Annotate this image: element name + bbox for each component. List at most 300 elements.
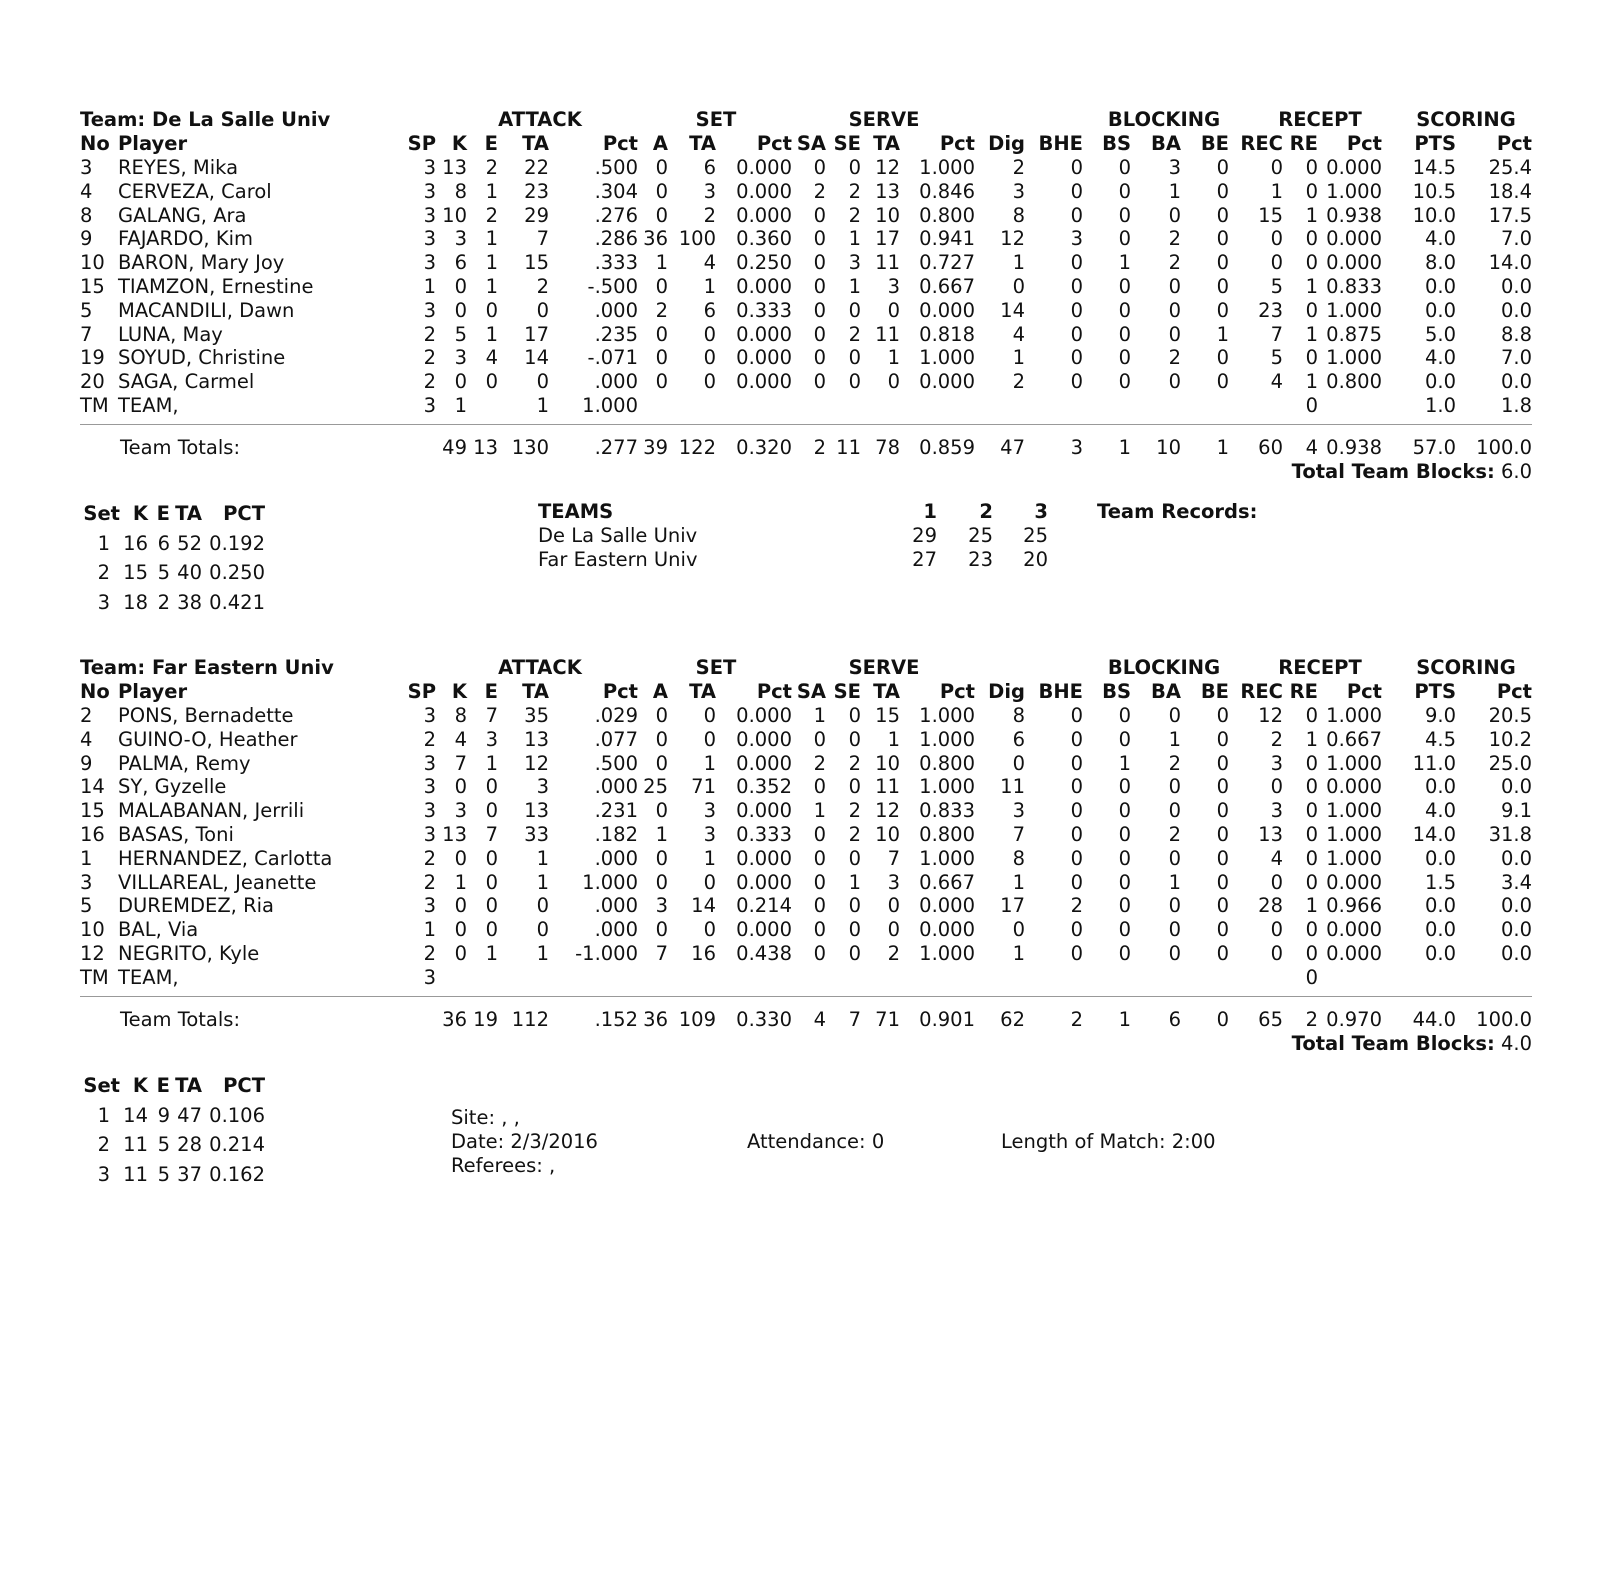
stat-cell: 1 (703, 846, 716, 870)
stat-cell: 14 (524, 346, 549, 370)
stat-cell: 14 (691, 894, 716, 918)
stat-cell: 1 (1305, 370, 1318, 394)
stat-cell: 0 (655, 346, 668, 370)
stat-cell: 0 (1270, 156, 1283, 179)
player-number: 19 (80, 346, 105, 370)
stat-cell: 1 (536, 394, 549, 417)
player-number: 3 (80, 870, 93, 894)
stat-cell: 0.000 (1326, 227, 1382, 251)
stat-cell: 0 (1216, 799, 1229, 823)
stat-cell: 0 (485, 918, 498, 942)
stat-cell: 2 (703, 203, 716, 227)
stat-cell: 9.0 (1424, 704, 1456, 727)
player-name: FAJARDO, Kim (118, 227, 254, 251)
stat-cell: 4 (1270, 846, 1283, 870)
stat-cell: 1 (1012, 346, 1025, 370)
stat-cell: 3 (703, 823, 716, 846)
stat-cell: 0 (1216, 751, 1229, 775)
stat-cell: 3 (536, 775, 549, 799)
column-header: TA (873, 680, 900, 703)
stat-cell: 1 (703, 275, 716, 298)
column-header: K (451, 680, 467, 703)
stat-cell: 0 (1305, 179, 1318, 203)
stat-cell: 25 (643, 775, 668, 799)
stat-cell: 0 (1070, 251, 1083, 275)
stat-cell: 2 (848, 823, 861, 846)
stat-cell: 0 (813, 846, 826, 870)
stat-cell: 1 (485, 751, 498, 775)
stat-cell: 0.333 (736, 298, 792, 322)
stat-cell: 1.5 (1424, 870, 1456, 894)
column-group-header: RECEPT (1278, 108, 1362, 131)
stat-cell: 0.0 (1500, 370, 1532, 394)
stat-cell: 14.5 (1412, 156, 1456, 179)
stat-cell: 0 (887, 298, 900, 322)
stat-cell: 0 (485, 846, 498, 870)
stat-cell: 15 (1258, 203, 1283, 227)
stat-cell: .000 (594, 846, 638, 870)
score-table-header: 2 (979, 500, 993, 523)
stat-cell: 0.875 (1326, 322, 1382, 346)
stat-cell: 3 (485, 727, 498, 751)
stat-cell: 0.938 (1326, 203, 1382, 227)
player-number: 4 (80, 179, 93, 203)
stat-cell: 2 (536, 275, 549, 298)
stat-cell: 0 (1118, 846, 1131, 870)
stat-cell: 3 (423, 823, 436, 846)
set-stat-cell: 0.192 (209, 531, 265, 555)
stat-cell: 0 (848, 704, 861, 727)
stat-cell: 0.000 (736, 846, 792, 870)
stat-cell: 0.0 (1500, 918, 1532, 942)
stat-cell: 0.667 (1326, 727, 1382, 751)
stat-cell: 1 (536, 846, 549, 870)
player-name: PALMA, Remy (118, 751, 251, 775)
stat-cell: 3 (423, 251, 436, 275)
column-header: Dig (988, 680, 1025, 703)
player-name: TEAM, (118, 394, 179, 417)
stat-cell: 1 (1305, 727, 1318, 751)
stat-cell: 0.000 (919, 918, 975, 942)
column-header: Pct (756, 680, 792, 703)
player-name: HERNANDEZ, Carlotta (118, 846, 333, 870)
stat-cell: 0 (1270, 227, 1283, 251)
stat-cell: 0 (1118, 370, 1131, 394)
stat-cell: 0 (655, 370, 668, 394)
stat-cell: 1 (1305, 275, 1318, 298)
stat-cell: 0 (454, 775, 467, 799)
set-stat-cell: 5 (157, 1162, 170, 1186)
stat-cell: 0.941 (919, 227, 975, 251)
stat-cell: .000 (594, 918, 638, 942)
stat-cell: 100 (678, 227, 716, 251)
stat-cell: 0 (703, 918, 716, 942)
team-totals-label: Team Totals: (120, 1007, 241, 1031)
set-score: 25 (968, 524, 993, 547)
set-stat-cell: 1 (97, 531, 110, 555)
date-text: Date: 2/3/2016 (451, 1130, 598, 1153)
stat-cell: 1 (1305, 322, 1318, 346)
stat-cell: 0 (485, 894, 498, 918)
team-total-cell: 19 (473, 1007, 498, 1031)
stat-cell: 1 (536, 942, 549, 965)
stat-cell: 0 (1305, 251, 1318, 275)
stat-cell: 1 (1118, 251, 1131, 275)
set-stat-cell: 18 (123, 590, 148, 614)
stat-cell: 3 (1070, 227, 1083, 251)
stat-cell: 1 (485, 251, 498, 275)
stat-cell: 0 (1118, 823, 1131, 846)
column-header: Pct (602, 680, 638, 703)
stat-cell: 1 (1168, 179, 1181, 203)
stat-cell: 0 (813, 275, 826, 298)
stat-cell: 0 (1305, 227, 1318, 251)
stat-cell: 10 (875, 203, 900, 227)
column-group-header: SET (695, 108, 737, 131)
column-header: BHE (1038, 132, 1083, 155)
stat-cell: 0 (1216, 823, 1229, 846)
set-score: 29 (912, 524, 937, 547)
stat-cell: 3 (423, 298, 436, 322)
team-total-cell: 1 (1118, 435, 1131, 459)
stat-cell: 0 (1305, 942, 1318, 965)
stat-cell: 1.000 (582, 870, 638, 894)
player-name: CERVEZA, Carol (118, 179, 272, 203)
stat-cell: 0 (1305, 870, 1318, 894)
stat-cell: .000 (594, 370, 638, 394)
column-header: REC (1240, 132, 1283, 155)
stat-cell: .304 (594, 179, 638, 203)
stat-cell: 3 (423, 894, 436, 918)
stat-cell: 2 (813, 751, 826, 775)
team-total-cell: 44.0 (1412, 1007, 1456, 1031)
column-header: Pct (1346, 680, 1382, 703)
stat-cell: 8 (1012, 846, 1025, 870)
column-header: BE (1200, 680, 1229, 703)
stat-cell: 1 (1012, 942, 1025, 965)
stat-cell: 2 (423, 346, 436, 370)
stat-cell: 0 (1168, 704, 1181, 727)
set-stat-cell: 0.106 (209, 1103, 265, 1127)
stat-cell: 11.0 (1412, 751, 1456, 775)
stat-cell: 0 (887, 370, 900, 394)
player-number: 8 (80, 203, 93, 227)
stat-cell: 13 (524, 799, 549, 823)
stat-cell: 12 (1258, 704, 1283, 727)
stat-cell: 0 (1216, 918, 1229, 942)
stat-cell: 0 (454, 894, 467, 918)
column-header: PTS (1414, 132, 1456, 155)
total-team-blocks-label: Total Team Blocks: (1291, 1031, 1495, 1055)
stat-cell: 0 (1216, 227, 1229, 251)
player-number: 16 (80, 823, 105, 846)
stat-cell: 16 (691, 942, 716, 965)
stat-cell: 8 (1012, 704, 1025, 727)
set-score: 27 (912, 548, 937, 571)
stat-cell: 0.000 (919, 298, 975, 322)
team-total-cell: 62 (1000, 1007, 1025, 1031)
team-total-cell: 112 (511, 1007, 549, 1031)
score-table-header: 3 (1034, 500, 1048, 523)
stat-cell: .231 (594, 799, 638, 823)
total-team-blocks (1100, 1032, 1532, 1055)
stat-cell: 3.4 (1500, 870, 1532, 894)
stat-cell: 25.0 (1488, 751, 1532, 775)
stat-cell: 0 (1070, 918, 1083, 942)
stat-cell: 0.000 (736, 918, 792, 942)
stat-cell: 0 (1118, 179, 1131, 203)
stat-cell: 0.833 (1326, 275, 1382, 298)
stat-cell: 0 (1070, 370, 1083, 394)
player-name: GUINO-O, Heather (118, 727, 298, 751)
stat-cell: 0.000 (736, 727, 792, 751)
player-name: TIAMZON, Ernestine (118, 275, 314, 298)
stat-cell: 0 (1305, 775, 1318, 799)
stat-cell: 2 (848, 179, 861, 203)
team-total-cell: 130 (511, 435, 549, 459)
stat-cell: 0.000 (736, 870, 792, 894)
stat-cell: 0.0 (1424, 775, 1456, 799)
stat-cell: 0 (1216, 251, 1229, 275)
team-total-cell: 3 (1070, 435, 1083, 459)
stat-cell: 11 (875, 775, 900, 799)
stat-cell: 0 (1305, 965, 1318, 989)
stat-cell: 10.5 (1412, 179, 1456, 203)
stat-cell: 0.0 (1500, 775, 1532, 799)
team-total-cell: 0.330 (736, 1007, 792, 1031)
column-header: BHE (1038, 680, 1083, 703)
set-stat-cell: 2 (97, 1133, 110, 1157)
column-group-header: BLOCKING (1107, 656, 1221, 679)
stat-cell: 1 (454, 870, 467, 894)
stat-cell: 1 (485, 179, 498, 203)
stat-cell: 8 (1012, 203, 1025, 227)
stat-cell: 0.000 (736, 370, 792, 394)
stat-cell: 0 (1070, 942, 1083, 965)
stat-cell: 0.000 (1326, 918, 1382, 942)
stat-cell: 1 (1118, 751, 1131, 775)
stat-cell: 5 (1270, 275, 1283, 298)
stat-cell: 0 (1168, 298, 1181, 322)
stat-cell: 1 (1012, 251, 1025, 275)
stat-cell: 3 (1012, 179, 1025, 203)
stat-cell: 3 (423, 179, 436, 203)
stat-cell: 17 (524, 322, 549, 346)
stat-cell: 0 (1168, 775, 1181, 799)
stat-cell: 0.360 (736, 227, 792, 251)
stat-cell: 0 (813, 727, 826, 751)
set-score: 20 (1023, 548, 1048, 571)
stat-cell: 0.000 (736, 322, 792, 346)
stat-cell: 2 (813, 179, 826, 203)
stat-cell: 0.0 (1500, 298, 1532, 322)
stat-cell: 1.000 (919, 156, 975, 179)
stat-cell: 18.4 (1488, 179, 1532, 203)
column-header: Pct (756, 132, 792, 155)
stat-cell: 1 (485, 227, 498, 251)
stat-cell: 0.000 (736, 346, 792, 370)
stat-cell: 13 (442, 156, 467, 179)
team-total-cell: .152 (594, 1007, 638, 1031)
column-group-header: SERVE (848, 108, 920, 131)
column-header: E (484, 680, 498, 703)
stat-cell: .286 (594, 227, 638, 251)
stat-cell: 0 (1216, 370, 1229, 394)
column-group-header: SERVE (848, 656, 920, 679)
stat-cell: 0 (1070, 704, 1083, 727)
stat-cell: 14.0 (1488, 251, 1532, 275)
stat-cell: 1.000 (919, 942, 975, 965)
stat-cell: 33 (524, 823, 549, 846)
column-group-header: RECEPT (1278, 656, 1362, 679)
stat-cell: 3 (423, 704, 436, 727)
stat-cell: 13 (1258, 823, 1283, 846)
stat-cell: 0 (1305, 846, 1318, 870)
team-total-cell: 100.0 (1476, 435, 1532, 459)
stat-cell: 8 (454, 704, 467, 727)
stat-cell: 28 (1258, 894, 1283, 918)
stat-cell: 2 (1168, 251, 1181, 275)
stat-cell: 7 (1270, 322, 1283, 346)
stat-cell: 1 (1216, 322, 1229, 346)
set-stat-cell: 38 (177, 590, 202, 614)
stat-cell: 0 (536, 298, 549, 322)
stat-cell: 0 (485, 870, 498, 894)
player-number: 2 (80, 704, 93, 727)
score-team-name: Far Eastern Univ (538, 548, 698, 571)
stat-cell: 3 (454, 346, 467, 370)
stat-cell: 0 (655, 799, 668, 823)
stat-cell: 0.250 (736, 251, 792, 275)
stat-cell: 0 (454, 846, 467, 870)
stat-cell: 0 (1070, 846, 1083, 870)
stat-cell: 0 (1216, 894, 1229, 918)
stat-cell: 0 (655, 727, 668, 751)
stat-cell: 0 (536, 370, 549, 394)
stat-cell: 35 (524, 704, 549, 727)
stat-cell: 2 (848, 322, 861, 346)
stat-cell: 0.0 (1500, 846, 1532, 870)
stat-cell: 0.000 (1326, 251, 1382, 275)
stat-cell: 0 (655, 918, 668, 942)
column-header: Player (118, 132, 188, 155)
stat-cell: 3 (655, 894, 668, 918)
stat-cell: 10 (875, 823, 900, 846)
stat-cell: 2 (1070, 894, 1083, 918)
stat-cell: 0 (848, 298, 861, 322)
stat-cell: 0 (1118, 942, 1131, 965)
stat-cell: 0.800 (919, 823, 975, 846)
stat-cell: 23 (1258, 298, 1283, 322)
stat-cell: 8 (454, 179, 467, 203)
team-total-cell: 122 (678, 435, 716, 459)
set-stat-cell: 2 (157, 590, 170, 614)
stat-cell: 0 (813, 203, 826, 227)
column-header: BA (1151, 680, 1181, 703)
column-header: TA (689, 680, 716, 703)
stat-cell: 0 (848, 346, 861, 370)
stat-cell: 3 (423, 394, 436, 417)
stat-cell: 1.000 (919, 704, 975, 727)
stat-cell: .000 (594, 298, 638, 322)
column-header: SE (833, 132, 861, 155)
set-score: 23 (968, 548, 993, 571)
stat-cell: 12 (524, 751, 549, 775)
stat-cell: 2 (423, 370, 436, 394)
stat-cell: 7.0 (1500, 227, 1532, 251)
stat-cell: 8.0 (1424, 251, 1456, 275)
stat-cell: 1 (1012, 870, 1025, 894)
stat-cell: 11 (875, 322, 900, 346)
stat-cell: 0 (485, 370, 498, 394)
stat-cell: 0 (1118, 894, 1131, 918)
stat-cell: 0 (655, 870, 668, 894)
stat-cell: 1 (423, 918, 436, 942)
stat-cell: 0.0 (1500, 894, 1532, 918)
stat-cell: 0 (655, 275, 668, 298)
stat-cell: 0.966 (1326, 894, 1382, 918)
column-header: Pct (939, 680, 975, 703)
stat-cell: 1 (485, 322, 498, 346)
set-stat-cell: 6 (157, 531, 170, 555)
stat-cell: 0 (887, 894, 900, 918)
stat-cell: 0 (1118, 275, 1131, 298)
player-number: 4 (80, 727, 93, 751)
player-name: MALABANAN, Jerrili (118, 799, 305, 823)
stat-cell: 0 (1070, 156, 1083, 179)
stat-cell: 0.000 (1326, 942, 1382, 965)
total-team-blocks-label: Total Team Blocks: (1291, 459, 1495, 483)
stat-cell: 0 (1305, 799, 1318, 823)
column-header: PTS (1414, 680, 1456, 703)
stat-cell: 0 (1070, 775, 1083, 799)
stat-cell: .500 (594, 751, 638, 775)
set-stat-cell: 0.421 (209, 590, 265, 614)
stat-cell: 0 (1216, 346, 1229, 370)
player-name: SOYUD, Christine (118, 346, 286, 370)
stat-cell: 0 (887, 918, 900, 942)
stat-cell: 12 (875, 156, 900, 179)
stat-cell: 2 (1168, 346, 1181, 370)
stat-cell: 0 (1270, 251, 1283, 275)
stat-cell: 0 (1118, 322, 1131, 346)
stat-cell: 1.000 (1326, 298, 1382, 322)
stat-cell: 2 (887, 942, 900, 965)
stat-cell: 1 (1168, 727, 1181, 751)
stat-cell: -1.000 (575, 942, 638, 965)
team-total-cell: 71 (875, 1007, 900, 1031)
set-stat-cell: 1 (97, 1103, 110, 1127)
sets-column-header: E (156, 1073, 170, 1097)
stat-cell: 0 (485, 775, 498, 799)
stat-cell: 1.000 (919, 727, 975, 751)
column-header: TA (522, 132, 549, 155)
set-stat-cell: 47 (177, 1103, 202, 1127)
column-group-header: SCORING (1416, 656, 1516, 679)
player-number: 15 (80, 275, 105, 298)
stat-cell: 0 (1118, 775, 1131, 799)
stat-cell: 0 (848, 156, 861, 179)
stat-cell: .235 (594, 322, 638, 346)
stat-cell: 0 (1216, 704, 1229, 727)
stat-cell: 0 (485, 799, 498, 823)
team-total-cell: 49 (442, 435, 467, 459)
stat-cell: 0 (655, 179, 668, 203)
stat-cell: 4 (703, 251, 716, 275)
stat-cell: 12 (1000, 227, 1025, 251)
stat-cell: 31.8 (1488, 823, 1532, 846)
stat-cell: 23 (524, 179, 549, 203)
